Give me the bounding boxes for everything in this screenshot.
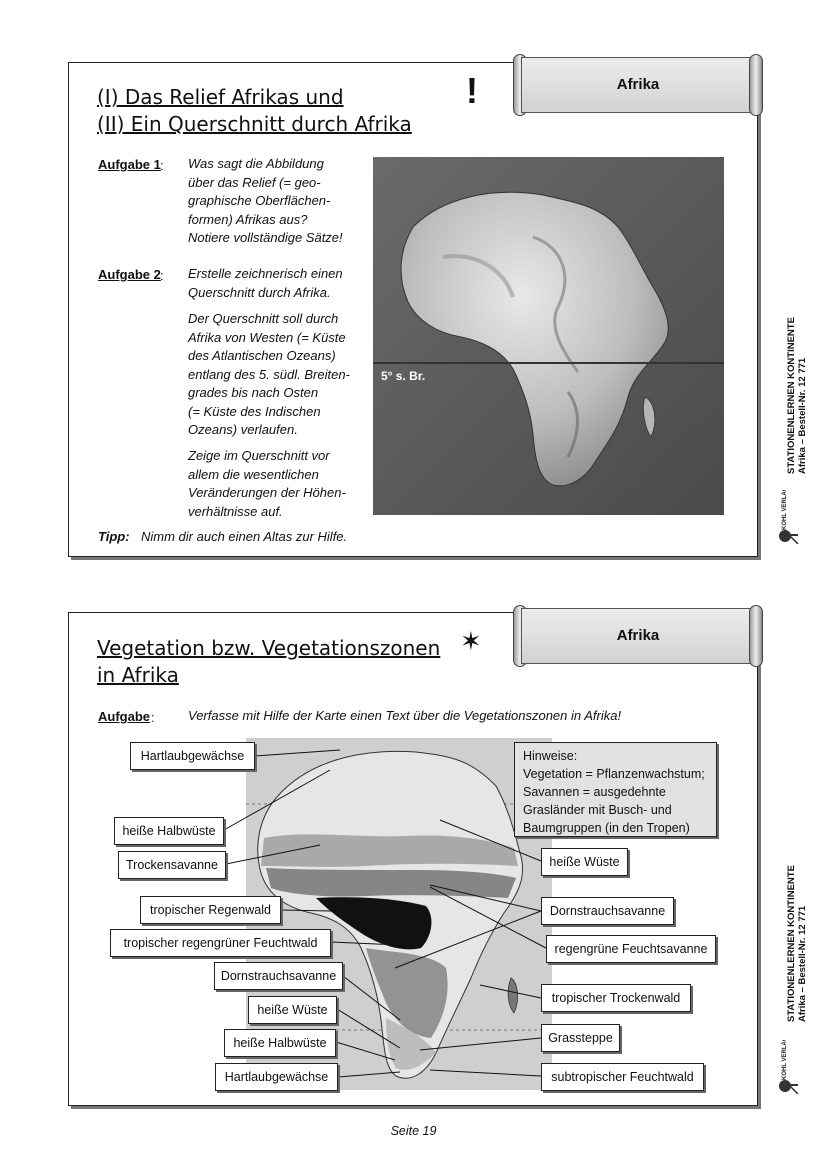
map-label: heiße Halbwüste [224, 1029, 336, 1057]
card-title-line2: (II) Ein Querschnitt durch Afrika [97, 112, 412, 136]
map-label: Hartlaubgewächse [215, 1063, 338, 1091]
tip-text: Nimm dir auch einen Altas zur Hilfe. [141, 529, 348, 544]
svg-text:KOHL VERLAG: KOHL VERLAG [782, 490, 788, 530]
card-title-line1: Vegetation bzw. Vegetationszonen [97, 636, 441, 660]
publisher-logo [776, 1040, 810, 1094]
map-label: Dornstrauchsavanne [214, 962, 343, 990]
task1-label: Aufgabe 1 [98, 157, 161, 172]
map-label: heiße Wüste [541, 848, 628, 876]
task2-text: Erstelle zeichnerisch einen Querschnitt durch Afrika. [188, 266, 343, 300]
map-label: heiße Halbwüste [114, 817, 224, 845]
task-label: Aufgabe [98, 709, 150, 724]
page-number: Seite 19 [390, 1124, 437, 1138]
hints-box: Hinweise: Vegetation = Pflanzenwachstum; Savannen = ausgedehnte Grasländer mit Busch- und Baumgruppen (in den Tropen) [514, 742, 717, 837]
map-label: tropischer Trockenwald [541, 984, 691, 1012]
map-label: regengrüne Feuchtsavanne [546, 935, 716, 963]
latitude-label: 5° s. Br. [381, 369, 426, 383]
task2-label: Aufgabe 2 [98, 267, 161, 282]
map-label: Hartlaubgewächse [130, 742, 255, 770]
map-label: Trockensavanne [118, 851, 226, 879]
card-title-line2: in Afrika [97, 663, 179, 687]
star-icon: ✶ [460, 626, 482, 656]
scroll-label: Afrika [616, 76, 660, 93]
map-label: tropischer regengrüner Feuchtwald [110, 929, 331, 957]
card-title-line1: (I) Das Relief Afrikas und [97, 85, 344, 109]
task1-text: Was sagt die Abbildung über das Relief (= geo- graphische Oberflächen- formen) Afrikas aus? Notiere vollständige Sätze! [188, 156, 343, 245]
task2-paragraph2: Der Querschnitt soll durch Afrika von Westen (= Küste des Atlantischen Ozeans) entlang des 5. südl. Breiten- grades bis nach Osten (= Küste des Indischen Ozeans) verlaufen. [188, 311, 350, 437]
side-title: STATIONENLERNEN KONTINENTE Afrika – Bestell-Nr. 12 771 [786, 865, 808, 1022]
task2-paragraph3: Zeige im Querschnitt vor allem die wesentlichen Veränderungen der Höhen- verhältnisse auf. [188, 448, 346, 519]
map-label: Dornstrauchsavanne [541, 897, 674, 925]
exclamation-icon: ! [466, 70, 478, 111]
map-label: Grassteppe [541, 1024, 620, 1052]
map-label: heiße Wüste [248, 996, 337, 1024]
svg-text:KOHL VERLAG: KOHL VERLAG [782, 1040, 788, 1080]
task-text: Verfasse mit Hilfe der Karte einen Text über die Vegetationszonen in Afrika! [188, 708, 622, 723]
map-label: tropischer Regenwald [140, 896, 281, 924]
map-label: subtropischer Feuchtwald [541, 1063, 704, 1091]
tip-label: Tipp: [98, 529, 130, 544]
side-title: STATIONENLERNEN KONTINENTE Afrika – Bestell-Nr. 12 771 [786, 317, 808, 474]
scroll-label: Afrika [616, 627, 660, 644]
